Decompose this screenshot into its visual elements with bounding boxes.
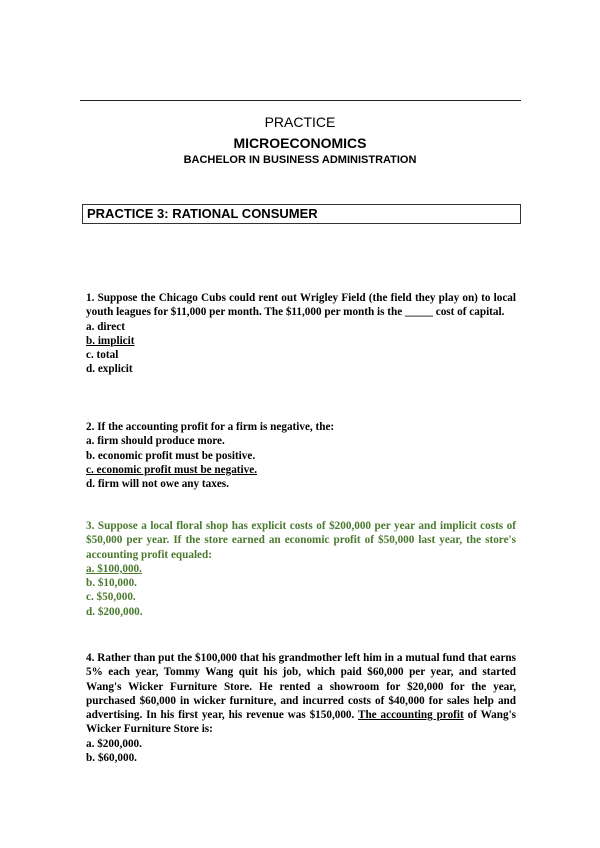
option-b: b. economic profit must be positive. (86, 449, 256, 462)
stem-text: 4. Rather than put the $100,000 that his grandmother left him in a mutual fund that earns 5% each year, Tommy Wang quit his job, which paid $60,000 per year, and started Wang's Wicker Furniture Store. He rented a showroom for $20,000 for the year, purchased $60,000 in wicker furniture, and incurred costs of $40,000 for sales help and advertising. In his first year, his revenue was $150,000. (86, 652, 516, 722)
question-3 (86, 519, 516, 619)
header-program: BACHELOR IN BUSINESS ADMINISTRATION (183, 154, 417, 166)
question-stem: 3. Suppose a local floral shop has explicit costs of $200,000 per year and implicit costs of $50,000 per year. If the store earned an economic profit of $50,000 last year, the store's accounting profit equaled: (86, 520, 516, 561)
option-c: c. $50,000. (86, 591, 136, 604)
question-stem: 1. Suppose the Chicago Cubs could rent out Wrigley Field (the field they play on) to local youth leagues for $11,000 per month. The $11,000 per month is the _____ cost of capital. (86, 292, 516, 319)
question-1 (86, 291, 516, 377)
stem-emphasis: The accounting profit (358, 709, 464, 722)
section-title: PRACTICE 3: RATIONAL CONSUMER (87, 206, 318, 221)
option-a: a. $200,000. (86, 737, 142, 750)
option-c-answer: c. economic profit must be negative. (86, 463, 257, 476)
header-practice: PRACTICE (264, 114, 336, 130)
question-2 (86, 420, 516, 491)
option-c: c. total (86, 349, 119, 362)
section-title-box (82, 204, 521, 224)
header-course: MICROECONOMICS (233, 135, 367, 151)
option-d: d. $200,000. (86, 605, 143, 618)
option-d: d. explicit (86, 363, 133, 376)
question-stem (86, 651, 516, 737)
option-d: d. firm will not owe any taxes. (86, 478, 229, 491)
option-b: b. $10,000. (86, 577, 137, 590)
top-rule (80, 100, 521, 101)
option-b-answer: b. implicit (86, 334, 135, 347)
option-b: b. $60,000. (86, 752, 137, 765)
question-stem: 2. If the accounting profit for a firm is negative, the: (86, 421, 335, 433)
option-a: a. firm should produce more. (86, 435, 225, 448)
question-4 (86, 651, 516, 765)
option-a-answer: a. $100,000. (86, 562, 142, 575)
option-a: a. direct (86, 320, 125, 333)
stem-text-end: of Wang's Wicker Furniture Store is: (86, 709, 517, 736)
